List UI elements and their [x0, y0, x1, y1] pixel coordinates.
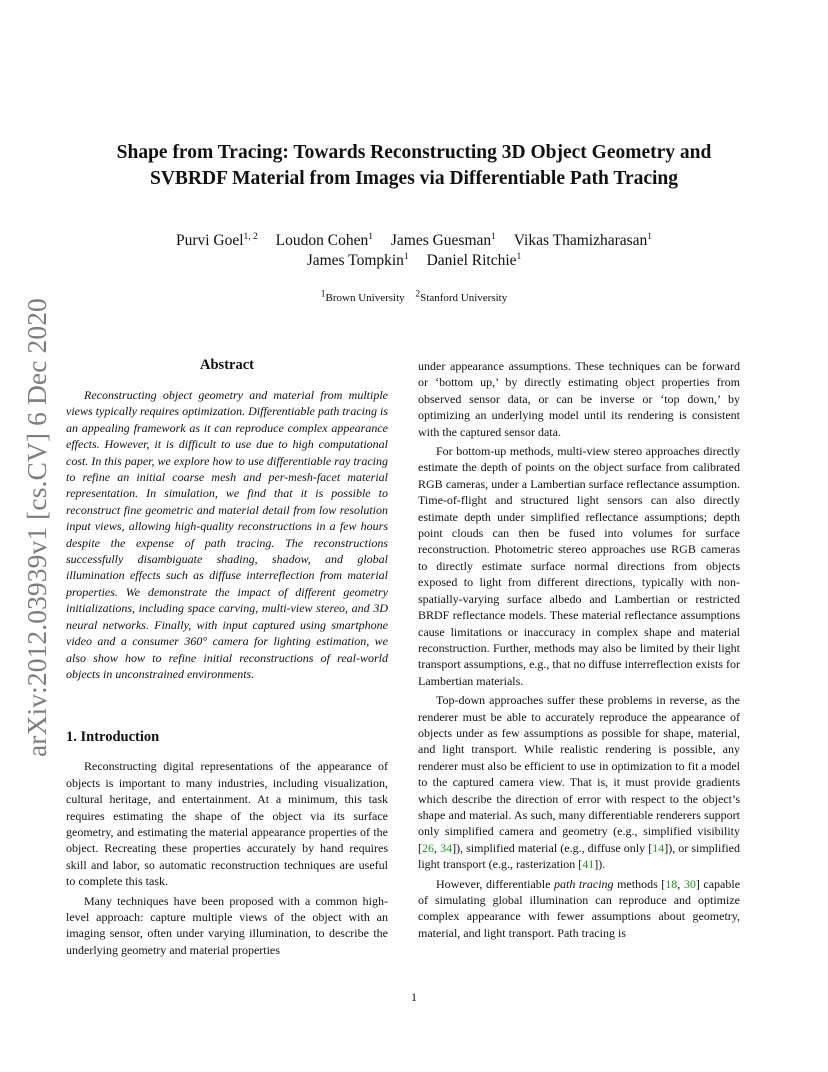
paragraph-text: methods [: [613, 876, 666, 891]
paragraph-text: Top-down approaches suffer these problems in reverse, as the renderer must be able to accurately reproduce the appearance of objects under as few assumptions as possible for shape, material, and light transport. While realistic rendering is possible, any renderer must also be efficient to use in optimization to fit a model to the captured camera view. That is, it must provide gradients which describe the direction of error with respect to the object’s shape and material. As such, many differentiable renderers support only simplified camera and geometry (e.g., simplified visibility [: [418, 693, 740, 855]
citation-link[interactable]: 18: [665, 876, 678, 891]
author-list: [60, 231, 768, 271]
arxiv-identifier[interactable]: arXiv:2012.03939v1 [cs.CV] 6 Dec 2020: [21, 298, 52, 757]
affiliation: [415, 290, 507, 306]
citation-link[interactable]: 30: [683, 876, 696, 891]
title-line-2: SVBRDF Material from Images via Differentiable Path Tracing: [149, 168, 679, 189]
author: [276, 231, 373, 251]
author-name: Purvi Goel: [175, 232, 244, 249]
citation-link[interactable]: 26: [422, 840, 434, 855]
section-heading-introduction: 1. Introduction: [66, 729, 160, 746]
author-name: Daniel Ritchie: [426, 252, 517, 269]
title-line-1: Shape from Tracing: Towards Reconstructing 3D Object Geometry and: [116, 142, 712, 163]
affiliation-name: Stanford University: [420, 292, 508, 304]
body-paragraph-2: For bottom-up methods, multi-view stereo approaches directly estimate the depth of points on the object surface from calibrated RGB cameras, under a Lambertian surface reflectance assumption. Time-of-flight and structured light sensors can also directly estimate depth under simplified reflectance assumptions; depth point clouds can then be fused into volumes for surface reconstruction. Photometric stereo approaches use RGB cameras to directly estimate surface normal directions from objects exposed to light from different directions, typically with non-spatially-varying surface albedo and Lambertian or restricted BRDF reflectance models. These material reflectance assumptions cause limitations or inaccuracy in complex shape and material reconstruction. Further, methods may also be limited by their light transport assumptions, e.g., that no diffuse interreflection exists for Lambertian materials.: [418, 444, 740, 688]
author: [514, 231, 652, 251]
right-column: [418, 358, 740, 941]
paragraph-text: ] capable of simulating global illumination can reproduce and optimize complex appearance with fewer assumptions about geometry, material, and light transport. Path tracing is: [418, 876, 741, 940]
paragraph-text: ]).: [594, 857, 606, 872]
body-paragraph-1: under appearance assumptions. These techniques can be forward or ‘bottom up,’ by directly estimating object properties from observed sensor data, or can be inverse or ‘top down,’ by optimizing an underlying model until its rendering is consistent with the captured sensor data.: [418, 359, 740, 439]
abstract-text: Reconstructing object geometry and material from multiple views typically requires optimization. Differentiable path tracing is an appealing framework as it can reproduce complex appearance effects. However, it is difficult to use due to high computational cost. In this paper, we explore how to use differentiable ray tracing to refine an initial coarse mesh and per-mesh-facet material representation. In simulation, we find that it is possible to reconstruct fine geometric and material detail from low resolution input views, allowing high-quality reconstructions in a few hours despite the expense of path tracing. The reconstructions successfully disambiguate shading, shadow, and global illumination effects such as diffuse interreflection from material properties. We demonstrate the impact of different geometry initializations, including space carving, multi-view stereo, and 3D neural networks. Finally, with input captured using smartphone video and a consumer 360° camera for lighting estimation, we also show how to refine initial reconstructions of real-world objects in unconstrained environments.: [66, 388, 388, 681]
author-affil-marker: 1: [368, 231, 373, 242]
citation-separator: ,: [434, 840, 441, 855]
author: [427, 251, 522, 271]
body-paragraph-3: [418, 692, 740, 872]
left-column: [66, 356, 388, 958]
author-row-1: [60, 231, 768, 251]
paragraph-text: However, differentiable: [436, 876, 554, 891]
emphasis-text: path tracing: [554, 876, 614, 891]
author-name: Vikas Thamizharasan: [513, 232, 648, 249]
intro-paragraph-1: Reconstructing digital representations of the appearance of objects is important to many industries, including visualization, cultural heritage, and entertainment. At a minimum, this task requires estimating the shape of the object via its surface geometry, and estimating the material appearance properties of the object. Recreating these properties accurately by hand requires skill and labor, so automatic reconstruction techniques are useful to complete this task.: [66, 759, 388, 889]
author: [176, 231, 258, 251]
paragraph-text: ]), or simplified light transport (e.g., rasterization [: [418, 840, 741, 872]
affiliation: [321, 290, 405, 306]
author-affil-marker: 1: [491, 231, 496, 242]
affiliation-marker: 2: [415, 289, 421, 300]
paragraph-text: ]), simplified material (e.g., diffuse only [: [452, 840, 653, 855]
author-affil-marker: 1: [516, 251, 522, 262]
affiliations: [60, 290, 768, 306]
author-name: Loudon Cohen: [275, 232, 369, 249]
author-name: James Tompkin: [306, 252, 404, 269]
body-paragraph-4: [418, 876, 740, 942]
author-row-2: [60, 251, 768, 271]
affiliation-name: Brown University: [325, 292, 405, 304]
author-affil-marker: 1: [403, 251, 409, 262]
citation-link[interactable]: 14: [652, 840, 665, 855]
abstract-heading: Abstract: [200, 357, 254, 373]
affiliation-marker: 1: [320, 289, 326, 300]
author-name: James Guesman: [390, 232, 492, 249]
citation-separator: ,: [677, 876, 684, 891]
author-affil-marker: 1, 2: [243, 231, 258, 242]
citation-link[interactable]: 41: [582, 857, 595, 872]
intro-paragraph-2: Many techniques have been proposed with a common high-level approach: capture multiple views of the object with an imaging sensor, often under varying illumination, to describe the underlying geometry and material properties: [66, 893, 388, 957]
author-affil-marker: 1: [647, 231, 653, 242]
author: [391, 231, 496, 251]
citation-link[interactable]: 34: [440, 840, 453, 855]
paper-title: [60, 140, 768, 192]
author: [307, 251, 409, 271]
page-number: 1: [411, 990, 417, 1004]
